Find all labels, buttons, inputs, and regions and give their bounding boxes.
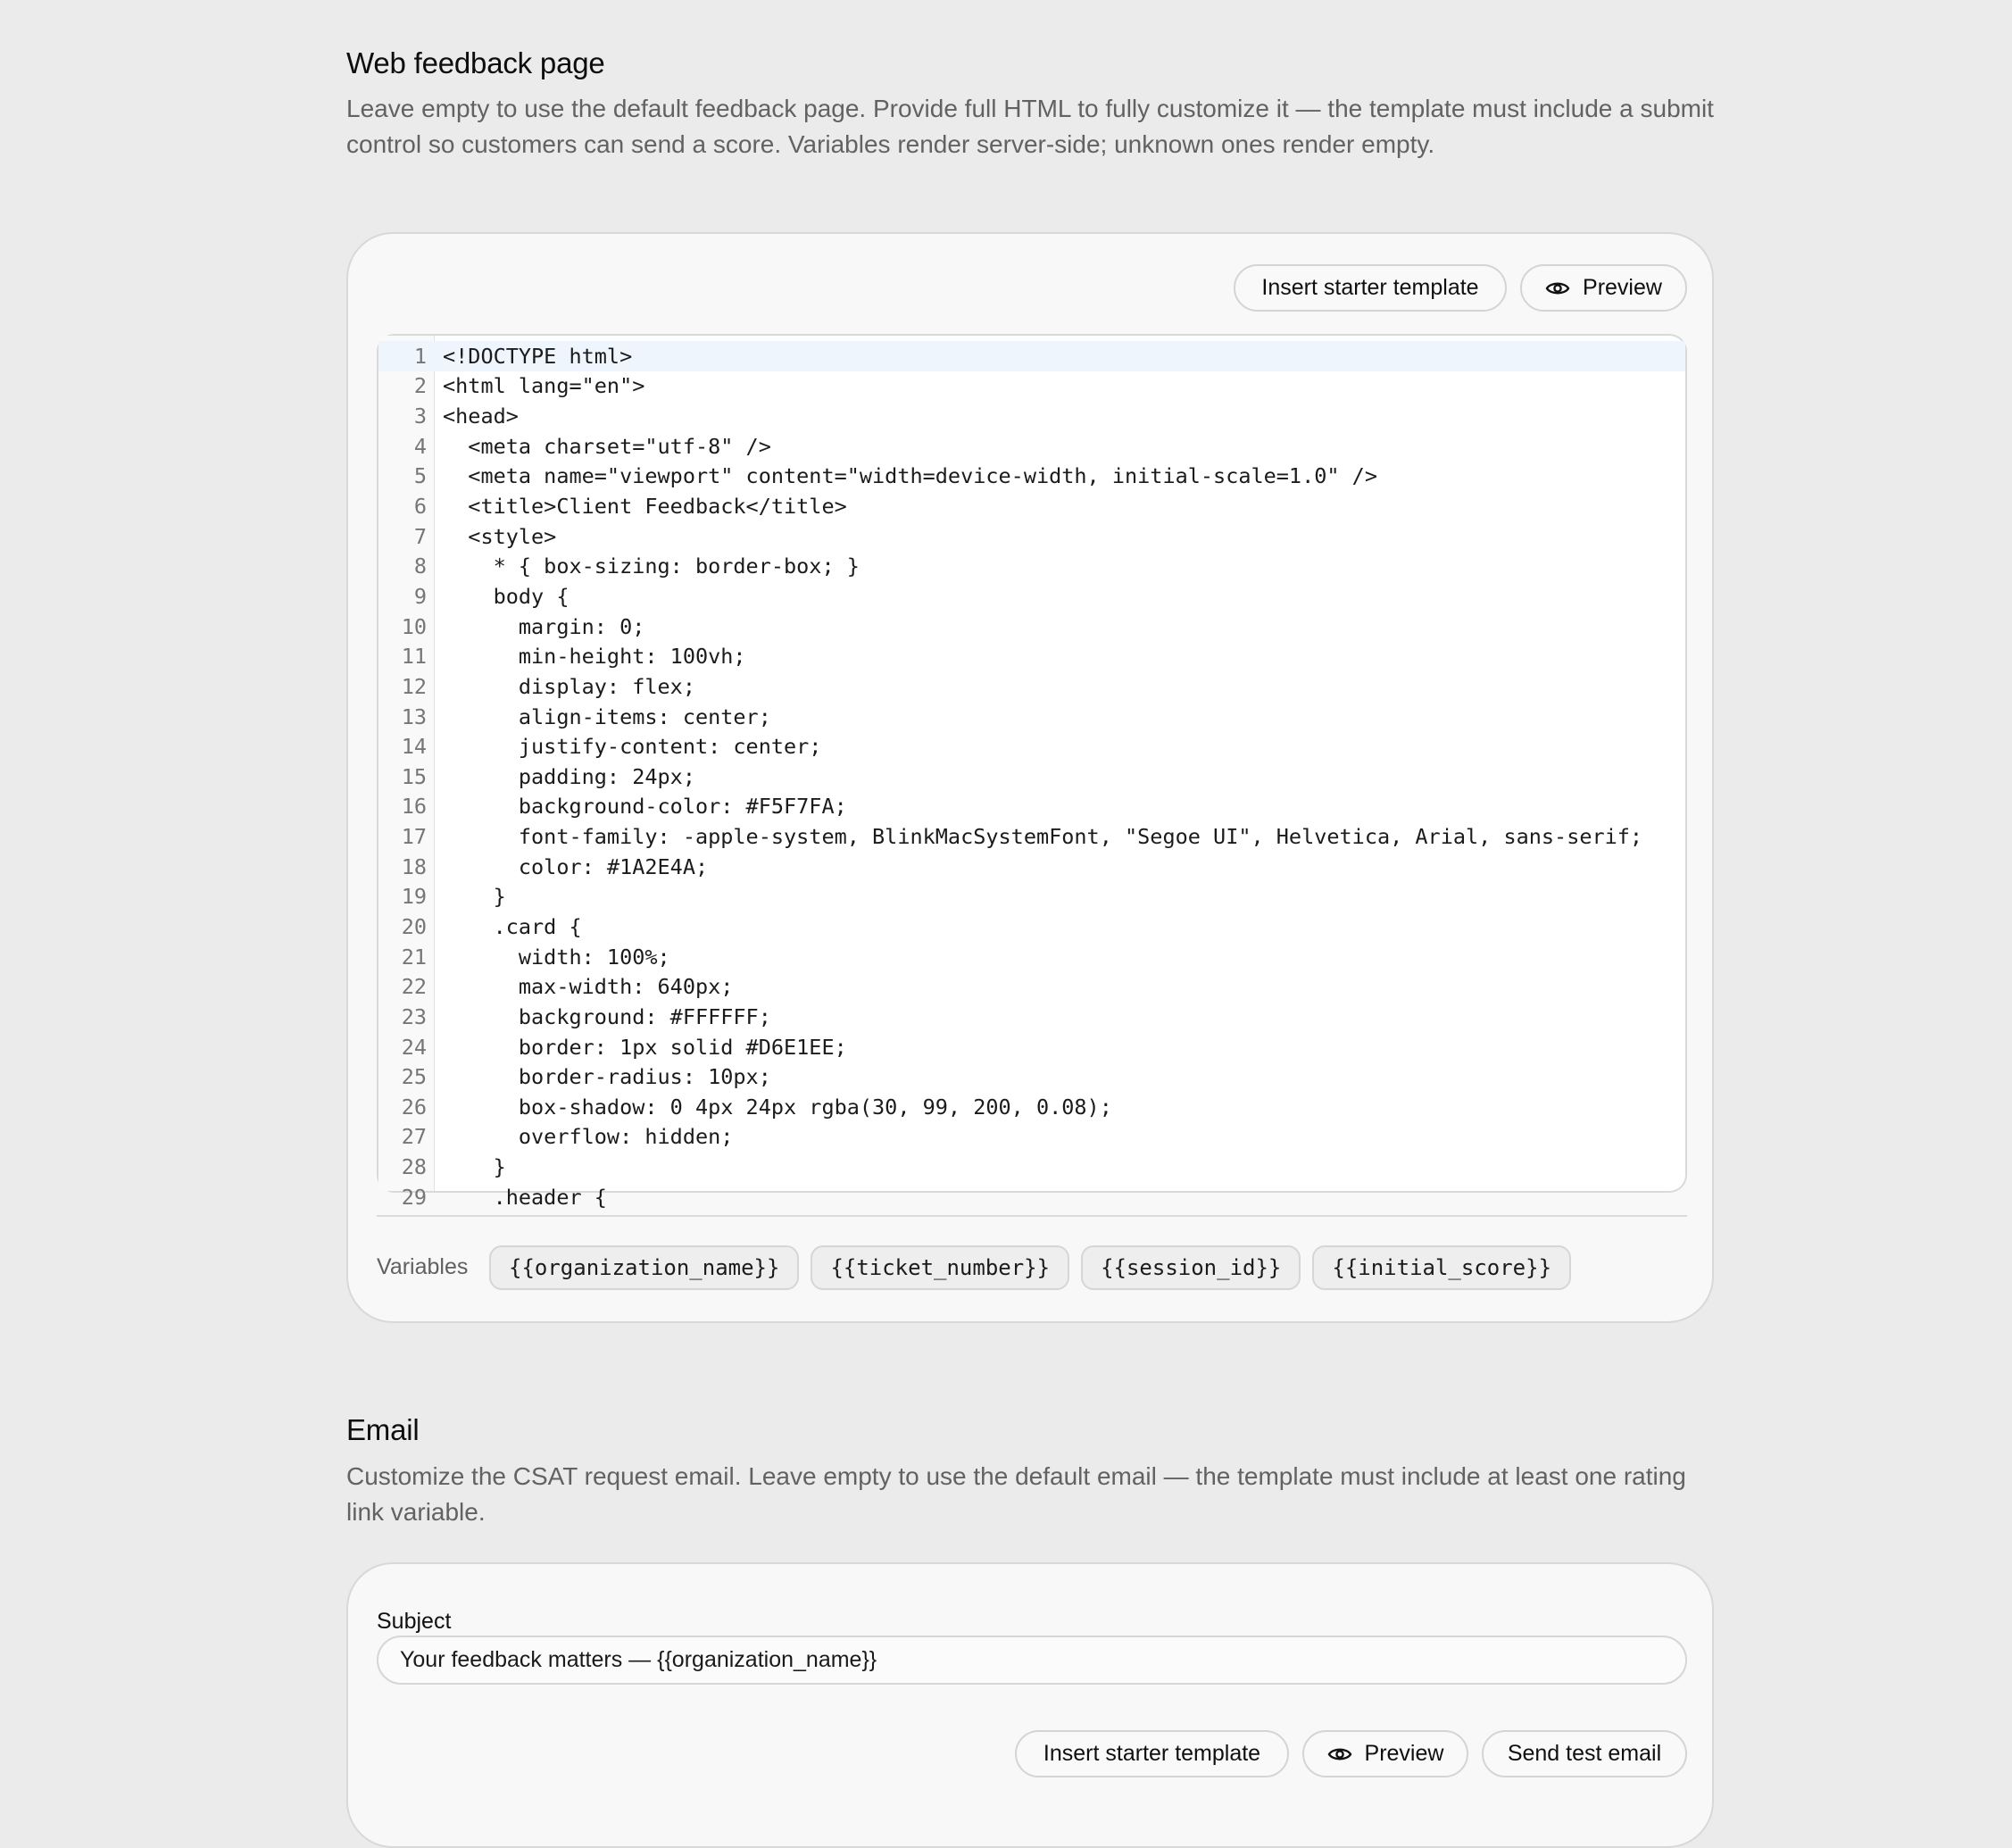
line-number: 2	[413, 373, 427, 399]
code-text: min-height: 100vh;	[443, 644, 746, 670]
email-header	[346, 1412, 1717, 1530]
code-lines	[378, 341, 1685, 1212]
code-line	[378, 521, 1685, 552]
email-insert-starter-template-label: Insert starter template	[1043, 1741, 1261, 1766]
line-number: 16	[401, 794, 427, 820]
code-line	[378, 371, 1685, 402]
insert-starter-template-button[interactable]	[1234, 264, 1507, 312]
code-line	[378, 971, 1685, 1002]
code-line	[378, 731, 1685, 762]
send-test-email-label: Send test email	[1507, 1741, 1662, 1766]
line-number: 10	[401, 613, 427, 639]
line-number: 14	[401, 734, 427, 760]
code-line	[378, 852, 1685, 882]
code-text: <meta charset="utf-8" />	[443, 433, 771, 459]
eye-icon	[1327, 1745, 1352, 1763]
line-number: 13	[401, 703, 427, 729]
code-text: display: flex;	[443, 673, 695, 699]
web-feedback-title: Web feedback page	[346, 46, 605, 79]
preview-button[interactable]	[1520, 264, 1687, 312]
email-insert-starter-template-button[interactable]	[1015, 1730, 1289, 1777]
code-text: .header {	[443, 1184, 607, 1210]
line-number: 17	[401, 824, 427, 850]
code-text: overflow: hidden;	[443, 1124, 734, 1150]
code-text: margin: 0;	[443, 613, 645, 639]
code-line	[378, 1032, 1685, 1062]
code-line	[378, 1092, 1685, 1122]
code-text: <html lang="en">	[443, 373, 645, 399]
email-description: Customize the CSAT request email. Leave empty to use the default email — the template must include at least one rating link variable.	[346, 1461, 1686, 1526]
code-text: max-width: 640px;	[443, 974, 734, 1000]
web-feedback-description: Leave empty to use the default feedback page. Provide full HTML to fully customize it — the template must include a submit control so customers can send a score. Variables render server-side; unknown ones render empty.	[346, 94, 1714, 158]
variables-list	[489, 1245, 1571, 1290]
code-text: justify-content: center;	[443, 734, 822, 760]
code-line	[378, 491, 1685, 521]
preview-label: Preview	[1583, 275, 1662, 300]
line-number: 28	[401, 1154, 427, 1180]
code-line	[378, 551, 1685, 581]
subject-label: Subject	[377, 1609, 452, 1634]
code-text: body {	[443, 583, 570, 609]
code-line	[378, 792, 1685, 822]
web-feedback-card	[346, 232, 1714, 1323]
code-line	[378, 1182, 1685, 1212]
subject-value: Your feedback matters — {{organization_name}}	[400, 1647, 877, 1672]
code-line	[378, 1122, 1685, 1153]
insert-starter-template-label: Insert starter template	[1261, 275, 1479, 300]
code-text: <head>	[443, 404, 519, 429]
line-number: 25	[401, 1064, 427, 1090]
code-line	[378, 821, 1685, 852]
code-text: <style>	[443, 523, 557, 549]
line-number: 1	[413, 343, 427, 369]
subject-input[interactable]	[377, 1636, 1687, 1685]
code-text: box-shadow: 0 4px 24px rgba(30, 99, 200, 0.08);	[443, 1094, 1112, 1120]
code-line	[378, 912, 1685, 942]
variable-chip[interactable]: {{organization_name}}	[489, 1245, 799, 1290]
variable-chip[interactable]: {{session_id}}	[1081, 1245, 1301, 1290]
code-text: border-radius: 10px;	[443, 1064, 771, 1090]
web-feedback-header	[346, 46, 1717, 162]
code-line	[378, 942, 1685, 972]
line-number: 6	[413, 494, 427, 520]
code-line	[378, 581, 1685, 612]
line-number: 26	[401, 1094, 427, 1120]
line-number: 12	[401, 673, 427, 699]
line-number: 7	[413, 523, 427, 549]
line-number: 27	[401, 1124, 427, 1150]
code-text: <title>Client Feedback</title>	[443, 494, 847, 520]
code-text: <!DOCTYPE html>	[443, 343, 633, 369]
code-line	[378, 1152, 1685, 1182]
email-card	[346, 1562, 1714, 1848]
line-number: 3	[413, 404, 427, 429]
code-line	[378, 702, 1685, 732]
code-text: * { box-sizing: border-box; }	[443, 554, 860, 579]
variables-divider	[377, 1215, 1687, 1217]
line-number: 11	[401, 644, 427, 670]
code-text: width: 100%;	[443, 944, 670, 970]
line-number: 15	[401, 763, 427, 789]
variable-chip[interactable]: {{initial_score}}	[1312, 1245, 1571, 1290]
email-preview-button[interactable]	[1302, 1730, 1468, 1777]
code-line	[378, 1061, 1685, 1092]
code-line	[378, 341, 1685, 371]
line-number: 5	[413, 463, 427, 489]
code-text: font-family: -apple-system, BlinkMacSystemFont, "Segoe UI", Helvetica, Arial, sans-serif;	[443, 824, 1643, 850]
line-number: 19	[401, 884, 427, 910]
line-number: 21	[401, 944, 427, 970]
line-number: 29	[401, 1184, 427, 1210]
code-text: padding: 24px;	[443, 763, 695, 789]
code-line	[378, 671, 1685, 702]
line-number: 22	[401, 974, 427, 1000]
code-text: .card {	[443, 913, 582, 939]
code-text: }	[443, 884, 506, 910]
line-number: 24	[401, 1034, 427, 1060]
variables-label: Variables	[377, 1254, 469, 1279]
code-text: border: 1px solid #D6E1EE;	[443, 1034, 847, 1060]
code-text: background: #FFFFFF;	[443, 1003, 771, 1029]
line-number: 23	[401, 1003, 427, 1029]
code-line	[378, 641, 1685, 671]
code-text: background-color: #F5F7FA;	[443, 794, 847, 820]
line-number: 20	[401, 913, 427, 939]
code-line	[378, 431, 1685, 462]
code-line	[378, 462, 1685, 492]
html-code-editor[interactable]	[377, 334, 1687, 1210]
line-number: 4	[413, 433, 427, 459]
variable-chip[interactable]: {{ticket_number}}	[811, 1245, 1069, 1290]
code-line	[378, 1002, 1685, 1032]
eye-icon	[1545, 279, 1570, 297]
line-number: 18	[401, 853, 427, 879]
code-text: color: #1A2E4A;	[443, 853, 709, 879]
email-title: Email	[346, 1413, 420, 1446]
code-line	[378, 401, 1685, 431]
email-preview-label: Preview	[1364, 1741, 1444, 1766]
code-line	[378, 882, 1685, 912]
send-test-email-button[interactable]	[1482, 1730, 1687, 1777]
code-text: align-items: center;	[443, 703, 771, 729]
code-line	[378, 612, 1685, 642]
line-number: 9	[413, 583, 427, 609]
line-number: 8	[413, 554, 427, 579]
code-text: <meta name="viewport" content="width=device-width, initial-scale=1.0" />	[443, 463, 1377, 489]
code-line	[378, 762, 1685, 792]
code-text: }	[443, 1154, 506, 1180]
